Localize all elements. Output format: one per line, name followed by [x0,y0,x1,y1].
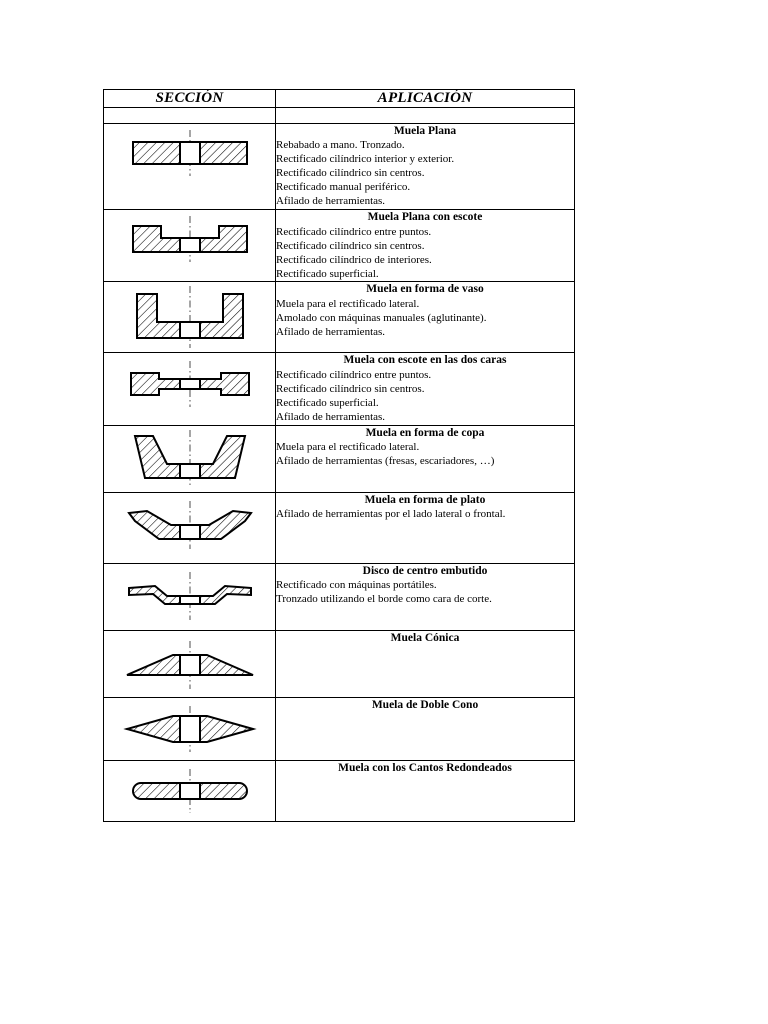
table-spacer-row [104,108,575,124]
application-line: Rectificado cilíndrico entre puntos. [276,368,432,381]
application-title: Muela en forma de copa [365,426,485,439]
figure-cell [104,282,276,353]
figure-cell [104,697,276,760]
application-title: Muela Plana con escote [367,211,483,224]
application-line: Afilado de herramientas. [276,195,386,208]
application-line: Afilado de herramientas (fresas, escariadores, …) [276,455,495,468]
application-lines [276,508,574,522]
application-line: Tronzado utilizando el borde como cara de corte. [276,593,492,606]
wheel-flat-icon [115,124,265,182]
spacer-cell-right [276,108,575,124]
grinding-wheel-table-wrapper [103,89,574,822]
figure-cell [104,210,276,282]
wheel-cup-straight-icon [115,282,265,352]
application-line: Rectificado cilíndrico interior y exterior. [276,153,455,166]
spacer-cell-left [104,108,276,124]
application-cell [276,210,575,282]
figure-cell [104,492,276,563]
application-title: Muela Cónica [390,631,460,644]
application-line: Afilado de herramientas. [276,325,386,338]
wheel-rounded-edges-icon [115,761,265,821]
table-row [104,282,575,353]
application-title: Muela de Doble Cono [371,698,479,711]
application-cell [276,353,575,425]
header-section: SECCIÓN [104,90,276,108]
wheel-flat-recessed-icon [115,210,265,268]
application-line: Amolado con máquinas manuales (aglutinante). [276,311,487,324]
application-title: Disco de centro embutido [362,564,488,577]
table-row [104,124,575,210]
application-cell [276,425,575,492]
header-application: APLICACIÓN [276,90,575,108]
wheel-flaring-cup-icon [115,426,265,492]
wheel-conical-icon [115,631,265,697]
application-line: Rectificado cilíndrico sin centros. [276,382,425,395]
application-cell [276,563,575,630]
application-line: Rectificado cilíndrico sin centros. [276,167,425,180]
wheel-dish-icon [115,493,265,563]
application-line: Rectificado superficial. [276,396,379,409]
application-line: Rectificado manual periférico. [276,181,411,194]
application-title: Muela en forma de plato [364,493,486,506]
application-line: Muela para el rectificado lateral. [276,441,420,454]
figure-cell [104,124,276,210]
application-cell [276,124,575,210]
grinding-wheel-table [103,89,575,822]
application-title: Muela Plana [393,125,457,137]
figure-cell [104,425,276,492]
figure-cell [104,630,276,697]
application-line: Rectificado cilíndrico entre puntos. [276,225,432,238]
table-row [104,630,575,697]
application-cell [276,697,575,760]
table-row [104,353,575,425]
application-line: Rectificado con máquinas portátiles. [276,579,437,592]
application-line: Rectificado cilíndrico de interiores. [276,253,432,266]
application-lines [276,139,574,209]
table-row [104,760,575,821]
application-lines [276,226,574,282]
application-cell [276,282,575,353]
application-cell [276,492,575,563]
table-row [104,563,575,630]
application-lines [276,441,574,469]
application-title: Muela con los Cantos Redondeados [338,761,512,774]
application-cell [276,630,575,697]
wheel-double-recessed-icon [115,353,265,415]
application-line: Afilado de herramientas. [276,410,386,423]
table-row [104,697,575,760]
table-row [104,492,575,563]
table-row [104,425,575,492]
application-lines [276,298,574,340]
table-header-row [104,90,575,108]
figure-cell [104,760,276,821]
wheel-double-cone-icon [115,698,265,760]
application-line: Rebabado a mano. Tronzado. [276,139,405,152]
application-line: Rectificado cilíndrico sin centros. [276,239,425,252]
figure-cell [104,563,276,630]
figure-cell [104,353,276,425]
application-cell [276,760,575,821]
application-line: Afilado de herramientas por el lado lateral o frontal. [276,508,506,521]
application-line: Muela para el rectificado lateral. [276,297,420,310]
application-line: Rectificado superficial. [276,267,379,280]
application-title: Muela con escote en las dos caras [343,354,507,367]
table-row [104,210,575,282]
wheel-depressed-center-icon [115,564,265,630]
application-lines [276,369,574,425]
application-title: Muela en forma de vaso [366,283,484,296]
application-lines [276,579,574,607]
